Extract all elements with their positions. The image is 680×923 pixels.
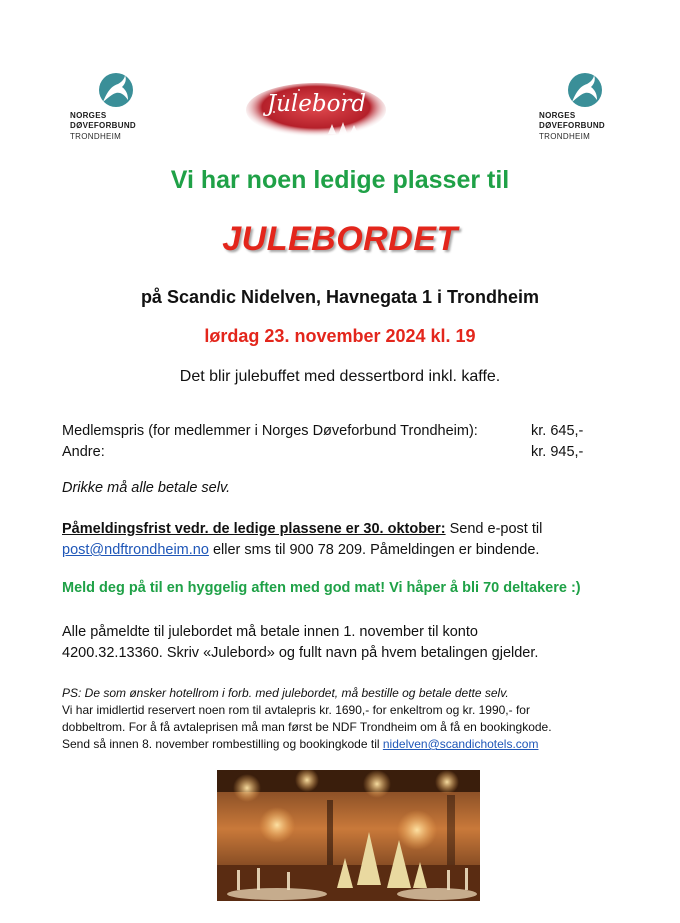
deadline-text: Send e-post til bbox=[445, 521, 543, 537]
member-price-value: kr. 645,- bbox=[531, 423, 584, 439]
logo-line-3: TRONDHEIM bbox=[70, 132, 122, 141]
ndf-logo-left bbox=[70, 72, 170, 152]
ndf-logo-right bbox=[539, 72, 639, 152]
logo-line-1: NORGES bbox=[70, 111, 107, 120]
buffet-description: Det blir julebuffet med dessertbord inkl. kaffe. bbox=[179, 368, 501, 385]
ndf-emblem-icon bbox=[567, 72, 603, 108]
restaurant-illustration bbox=[217, 770, 480, 901]
restaurant-photo bbox=[217, 770, 480, 901]
deadline-heading: Påmeldingsfrist vedr. de ledige plassene er 30. oktober: bbox=[62, 521, 446, 537]
headline: Vi har noen ledige plasser til bbox=[170, 166, 510, 194]
ps-note: PS: De som ønsker hotellrom i forb. med julebordet, må bestille og betale dette selv. bbox=[62, 686, 509, 700]
ps-line-3: Send så innen 8. november rombestilling og bookingkode til bbox=[62, 737, 383, 751]
logo-line-2: DØVEFORBUND bbox=[539, 121, 605, 130]
event-title: JULEBORDET bbox=[222, 220, 458, 258]
ndf-emblem-icon bbox=[98, 72, 134, 108]
banner-text: Julebord bbox=[266, 91, 367, 117]
venue: på Scandic Nidelven, Havnegata 1 i Trondheim bbox=[140, 287, 540, 307]
deadline-paragraph bbox=[62, 519, 622, 561]
deadline-text-2: eller sms til 900 78 209. Påmeldingen er bindende. bbox=[208, 542, 540, 558]
signup-email-link[interactable]: post@ndftrondheim.no bbox=[62, 542, 209, 558]
ps-line-2: dobbeltrom. For å få avtaleprisen må man først be NDF Trondheim om å få en bookingkode. bbox=[62, 720, 552, 734]
other-price-label: Andre: bbox=[62, 444, 105, 460]
other-price-value: kr. 945,- bbox=[531, 444, 584, 460]
logo-line-3: TRONDHEIM bbox=[539, 132, 591, 141]
logo-line-2: DØVEFORBUND bbox=[70, 121, 136, 130]
payment-line-1: Alle påmeldte til julebordet må betale innen 1. november til konto bbox=[62, 624, 478, 640]
ps-body bbox=[62, 702, 642, 753]
event-date: lørdag 23. november 2024 kl. 19 bbox=[204, 326, 476, 346]
call-to-action: Meld deg på til en hyggelig aften med god mat! Vi håper å bli 70 deltakere :) bbox=[62, 580, 581, 596]
payment-paragraph bbox=[62, 622, 622, 664]
ps-line-1: Vi har imidlertid reservert noen rom til avtalepris kr. 1690,- for enkeltrom og kr. 1990,- for bbox=[62, 703, 530, 717]
payment-line-2: 4200.32.13360. Skriv «Julebord» og fullt navn på hvem betalingen gjelder. bbox=[62, 645, 539, 661]
julebord-banner bbox=[244, 82, 389, 142]
member-price-label: Medlemspris (for medlemmer i Norges Døveforbund Trondheim): bbox=[62, 423, 478, 439]
hotel-email-link[interactable]: nidelven@scandichotels.com bbox=[382, 737, 539, 751]
drinks-note: Drikke må alle betale selv. bbox=[62, 480, 231, 496]
logo-line-1: NORGES bbox=[539, 111, 576, 120]
